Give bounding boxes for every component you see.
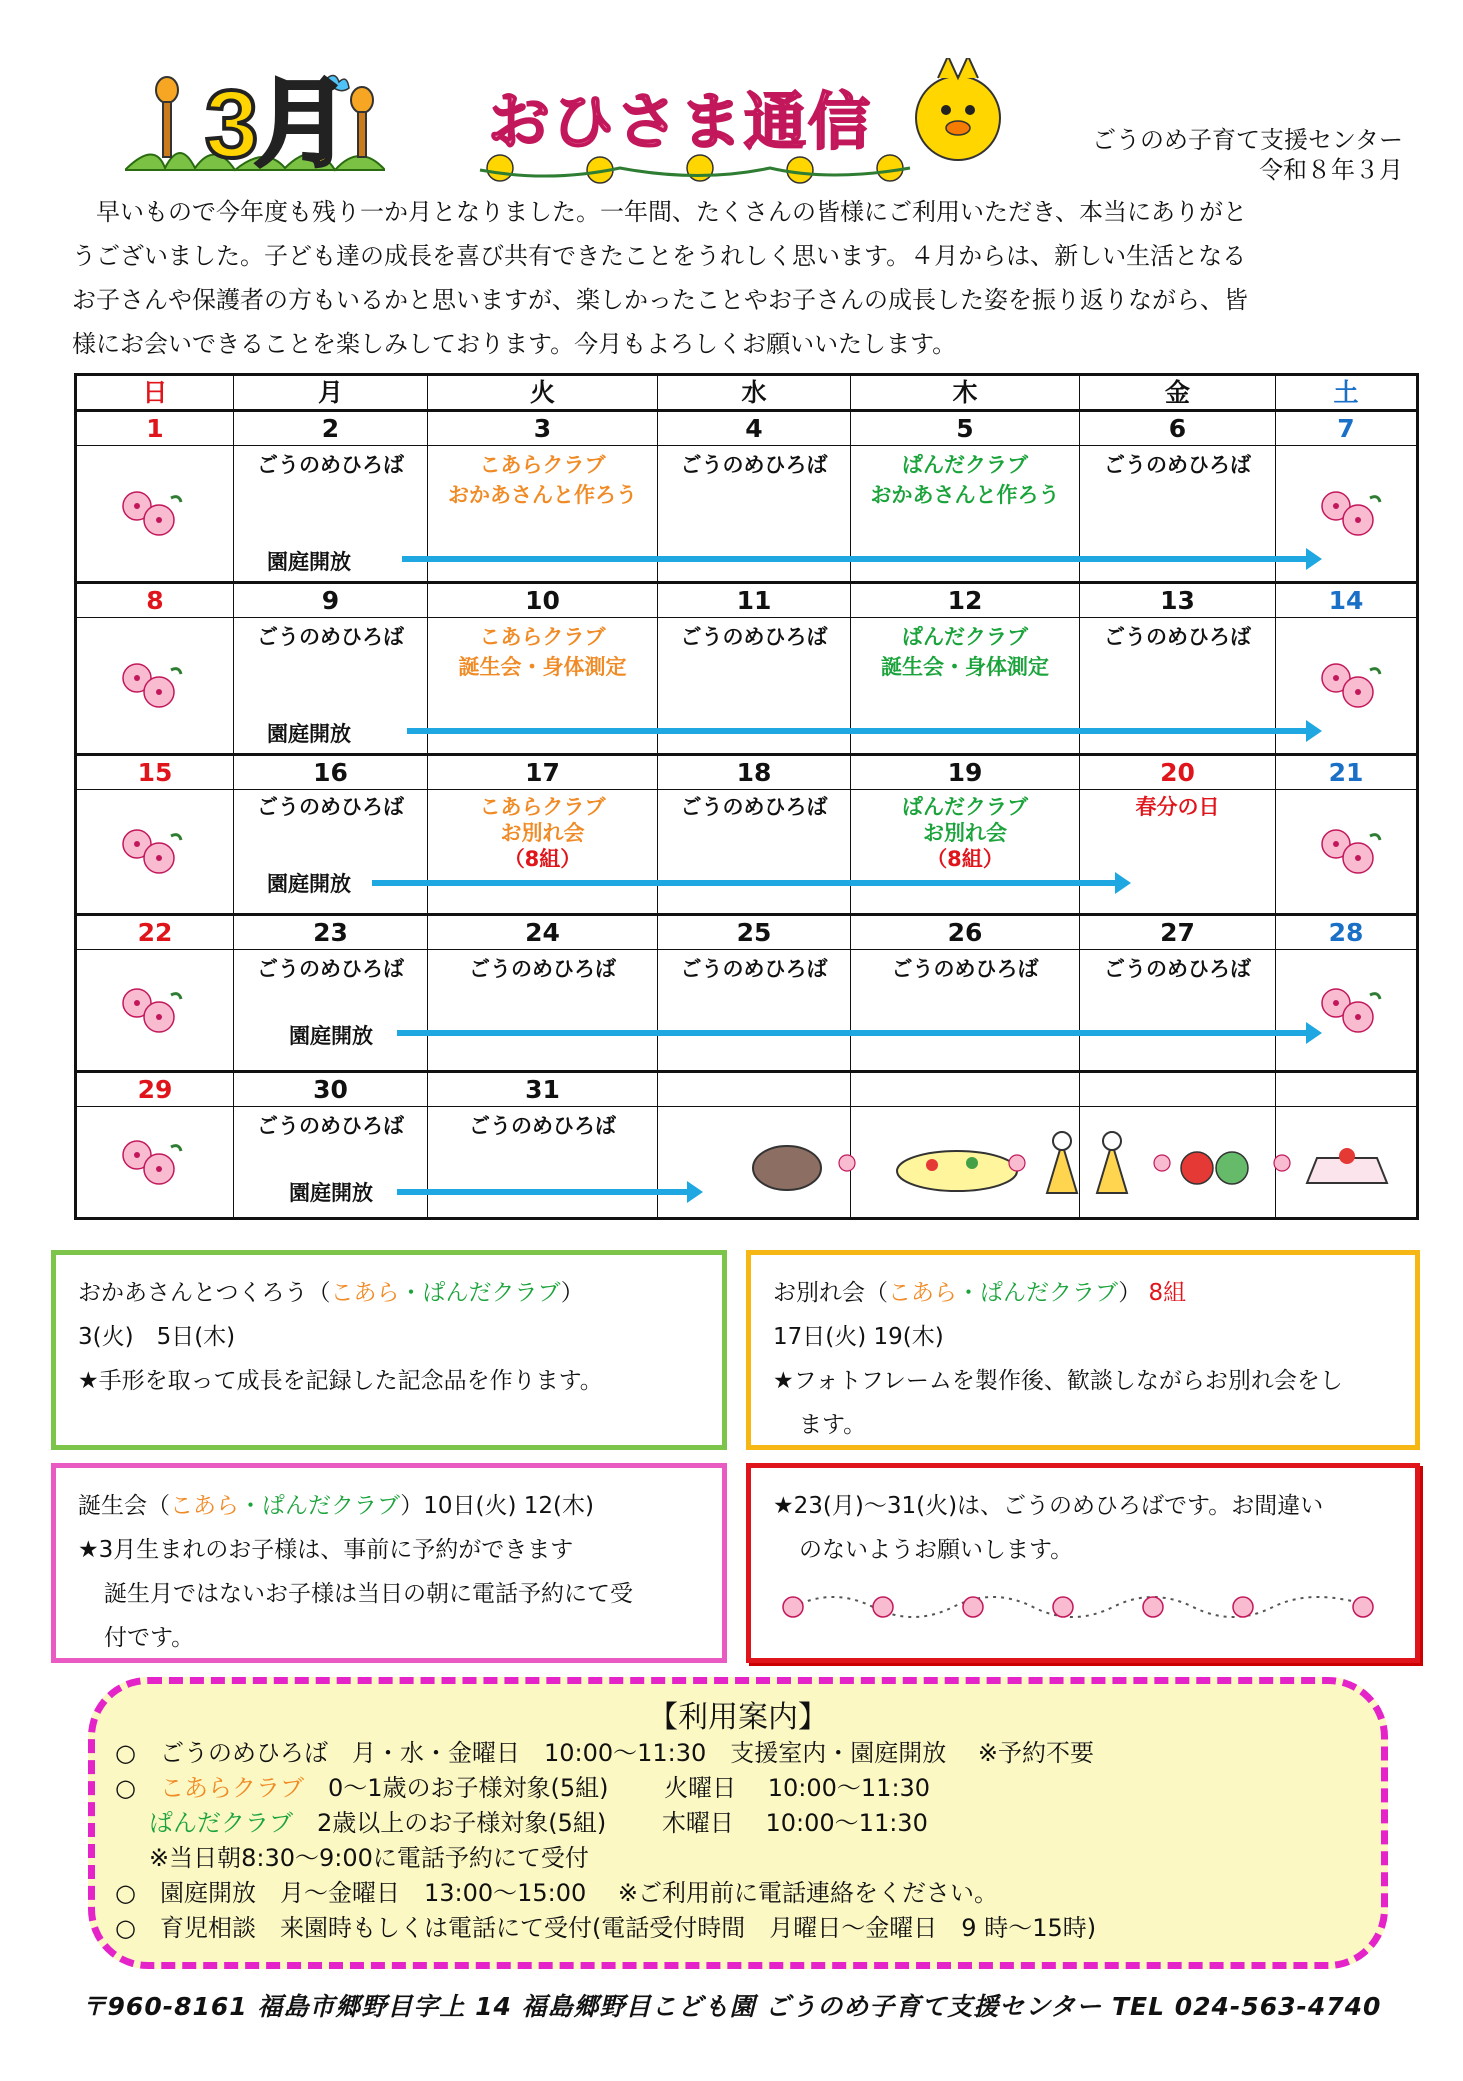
mother-craft-dates: 3(火) 5日(木): [78, 1324, 236, 1350]
garden-open-label: 園庭開放: [289, 1181, 373, 1205]
garden-open-arrow: [402, 556, 1308, 562]
date-cell: 31: [427, 1073, 657, 1106]
event-line: こあらクラブ: [479, 795, 606, 819]
birthday-title: 誕生会（こあら・ぱんだクラブ）10日(火) 12(木): [78, 1493, 594, 1519]
event-line: ごうのめひろば: [891, 957, 1039, 981]
cherry-blossom-icon: [115, 484, 187, 544]
calendar-event: [234, 794, 427, 820]
date-cell: 18: [657, 756, 850, 789]
date-cell: 3: [427, 412, 657, 445]
date-cell: [850, 1073, 1079, 1106]
event-line: 誕生会・身体測定: [881, 655, 1049, 679]
event-line: ごうのめひろば: [680, 795, 828, 819]
calendar-event: [428, 954, 657, 984]
date-cell: 7: [1275, 412, 1416, 445]
event-cell: [1275, 790, 1416, 913]
garden-open-label: 園庭開放: [267, 722, 351, 746]
event-line: ごうのめひろば: [257, 453, 404, 477]
weekday-thu: 木: [850, 376, 1079, 409]
event-line: 誕生会・身体測定: [458, 655, 627, 679]
newsletter-title: おひさま通信: [488, 85, 873, 158]
event-line: ごうのめひろば: [257, 625, 404, 649]
calendar-event: [234, 954, 427, 984]
cherry-blossom-icon: [115, 822, 187, 882]
event-line: ごうのめひろば: [680, 453, 828, 477]
cherry-blossom-icon: [115, 981, 187, 1041]
weekday-fri: 金: [1079, 376, 1275, 409]
weekday-mon: 月: [233, 376, 427, 409]
garden-open-label: 園庭開放: [267, 872, 351, 896]
event-row: [77, 617, 1416, 753]
usage-guide: [88, 1677, 1388, 1969]
flower-garland-decoration: [773, 1582, 1393, 1632]
event-line: こあらクラブ: [479, 453, 606, 477]
hinamatsuri-decoration: [717, 1123, 1417, 1203]
calendar-event: [1080, 794, 1275, 820]
calendar-event: [658, 954, 850, 984]
event-line: ごうのめひろば: [1104, 453, 1251, 477]
event-cell: [427, 1107, 657, 1217]
calendar-event: [851, 622, 1079, 682]
event-row: [77, 949, 1416, 1070]
date-cell: 8: [146, 586, 164, 615]
footer-address: 〒960-8161 福島市郷野目字上 14 福島郷野目こども園 ごうのめ子育て支援センター TEL 024-563-4740: [81, 1992, 1382, 2021]
event-line: 春分の日: [1135, 795, 1220, 819]
cherry-blossom-icon: [115, 656, 187, 716]
garden-open-arrow: [397, 1030, 1308, 1036]
event-cell: [427, 950, 657, 1070]
event-cell: [77, 446, 233, 581]
weekday-sun: 日: [142, 378, 168, 407]
date-cell: 23: [233, 916, 427, 949]
guide-line: ○ こあらクラブ 0～1歳のお子様対象(5組) 火曜日 10:00～11:30: [115, 1774, 931, 1802]
calendar-event: [658, 794, 850, 820]
event-line: ごうのめひろば: [680, 957, 828, 981]
event-cell: [1079, 790, 1275, 913]
weekday-wed: 水: [657, 376, 850, 409]
date-cell: 16: [233, 756, 427, 789]
event-cell: [850, 790, 1079, 913]
weekday-header: [77, 376, 1416, 409]
event-cell: [77, 1107, 233, 1217]
month-label: 3月: [205, 71, 347, 178]
date-cell: 12: [850, 584, 1079, 617]
event-cell: [850, 950, 1079, 1070]
event-line: こあらクラブ: [479, 625, 606, 649]
event-line: ごうのめひろば: [257, 957, 404, 981]
event-cell: [657, 950, 850, 1070]
event-line: おかあさんと作ろう: [870, 483, 1060, 507]
weekday-sat: 土: [1275, 376, 1416, 409]
calendar-event: [234, 622, 427, 652]
event-line: ごうのめひろば: [469, 1114, 616, 1138]
date-cell: 4: [657, 412, 850, 445]
date-cell: 28: [1275, 916, 1416, 949]
birthday-body-cont: 誕生月ではないお子様は当日の朝に電話予約にて受: [104, 1581, 633, 1607]
intro-line: 早いもので今年度も残り一か月となりました。一年間、たくさんの皆様にご利用いただき、本当にありがと: [72, 198, 1248, 226]
date-cell: 1: [146, 414, 164, 443]
farewell-body-cont: ます。: [799, 1412, 867, 1438]
birthday-body: ★3月生まれのお子様は、事前に予約ができます: [78, 1537, 574, 1563]
calendar-event: [658, 622, 850, 652]
farewell-box: [746, 1250, 1420, 1450]
event-line: お別れ会: [923, 821, 1007, 845]
date-cell: 17: [427, 756, 657, 789]
calendar-event: [1080, 954, 1275, 984]
cherry-blossom-icon: [1314, 981, 1386, 1041]
cherry-blossom-icon: [1314, 656, 1386, 716]
event-line: おかあさんと作ろう: [448, 483, 637, 507]
date-cell: 30: [233, 1073, 427, 1106]
intro-line: お子さんや保護者の方もいるかと思いますが、楽しかったことやお子さんの成長した姿を振り返りながら、皆: [72, 286, 1248, 314]
mother-craft-box: [51, 1250, 727, 1450]
date-row: [77, 409, 1416, 445]
event-line: ごうのめひろば: [1104, 957, 1251, 981]
farewell-title: お別れ会（こあら・ぱんだクラブ） 8組: [773, 1280, 1187, 1306]
guide-line: ○ ごうのめひろば 月・水・金曜日 10:00～11:30 支援室内・園庭開放 ※予約不要: [115, 1739, 1095, 1767]
garden-open-label: 園庭開放: [267, 550, 351, 574]
date-cell: [1275, 1073, 1416, 1106]
event-row: [77, 1106, 1416, 1217]
event-cell: [657, 790, 850, 913]
date-row: [77, 1070, 1416, 1106]
calendar-event: [1080, 622, 1275, 652]
date-cell: 2: [233, 412, 427, 445]
date-cell: 10: [427, 584, 657, 617]
date-cell: 26: [850, 916, 1079, 949]
event-line: ぱんだクラブ: [902, 453, 1028, 477]
calendar-event: [851, 450, 1079, 510]
date-row: [77, 581, 1416, 617]
event-line: ごうのめひろば: [1104, 625, 1251, 649]
cherry-blossom-icon: [1314, 822, 1386, 882]
event-row: [77, 445, 1416, 581]
date-cell: 19: [850, 756, 1079, 789]
date-cell: 27: [1079, 916, 1275, 949]
date-cell: 20: [1079, 756, 1275, 789]
event-line: ごうのめひろば: [257, 795, 404, 819]
issue-date: 令和８年３月: [1259, 156, 1403, 184]
garden-open-label: 園庭開放: [289, 1024, 373, 1048]
event-cell: [233, 950, 427, 1070]
birthday-box: [51, 1463, 727, 1663]
garden-open-arrow: [397, 1189, 689, 1195]
group-note: （8組）: [503, 847, 582, 871]
cherry-blossom-icon: [115, 1133, 187, 1193]
date-cell: 6: [1079, 412, 1275, 445]
date-cell: 14: [1275, 584, 1416, 617]
event-cell: [427, 790, 657, 913]
calendar-event: [851, 794, 1079, 872]
calendar-event: [234, 1111, 427, 1141]
date-cell: 5: [850, 412, 1079, 445]
center-name: ごうのめ子育て支援センター: [1091, 126, 1403, 154]
farewell-body: ★フォトフレームを製作後、歓談しながらお別れ会をし: [773, 1368, 1343, 1394]
event-line: ごうのめひろば: [680, 625, 828, 649]
farewell-dates: 17日(火) 19(木): [773, 1324, 944, 1350]
weekday-tue: 火: [427, 376, 657, 409]
cherry-blossom-icon: [1314, 484, 1386, 544]
calendar-event: [428, 1111, 657, 1141]
calendar-event: [428, 622, 657, 682]
date-cell: 21: [1275, 756, 1416, 789]
date-cell: 25: [657, 916, 850, 949]
event-line: ごうのめひろば: [469, 957, 616, 981]
garden-open-arrow: [372, 880, 1117, 886]
calendar-event: [851, 954, 1079, 984]
calendar-event: [1080, 450, 1275, 480]
event-cell: [1275, 950, 1416, 1070]
date-cell: 15: [137, 758, 173, 787]
guide-line: ○ 園庭開放 月～金曜日 13:00～15:00 ※ご利用前に電話連絡をください。: [115, 1879, 999, 1907]
calendar-event: [428, 450, 657, 510]
date-cell: 29: [137, 1075, 173, 1104]
date-cell: 11: [657, 584, 850, 617]
event-cell: [77, 950, 233, 1070]
calendar-event: [234, 450, 427, 480]
guide-line: ○ 育児相談 来園時もしくは電話にて受付(電話受付時間 月曜日～金曜日 9 時～15時): [115, 1914, 1097, 1942]
date-cell: 22: [137, 918, 173, 947]
date-row: [77, 753, 1416, 789]
date-cell: 13: [1079, 584, 1275, 617]
intro-line: うございました。子ども達の成長を喜び共有できたことをうれしく思います。４月からは、新しい生活となる: [72, 242, 1247, 270]
event-line: お別れ会: [500, 821, 585, 845]
group-note: （8組）: [926, 847, 1004, 871]
guide-title: 【利用案内】: [648, 1700, 828, 1735]
date-cell: [1079, 1073, 1275, 1106]
garden-open-arrow: [407, 728, 1308, 734]
event-cell: [1079, 950, 1275, 1070]
date-cell: 24: [427, 916, 657, 949]
calendar-event: [658, 450, 850, 480]
event-row: [77, 789, 1416, 913]
event-line: ぱんだクラブ: [902, 625, 1028, 649]
event-cell: [77, 618, 233, 753]
calendar: [74, 373, 1419, 1220]
event-line: ぱんだクラブ: [902, 795, 1028, 819]
date-cell: 9: [233, 584, 427, 617]
guide-line: ※当日朝8:30～9:00に電話予約にて受付: [149, 1844, 589, 1872]
date-row: [77, 913, 1416, 949]
notice-box: [746, 1463, 1420, 1663]
birthday-body-cont: 付です。: [104, 1625, 195, 1651]
notice-body: ★23(月)～31(火)は、ごうのめひろばです。お間違い: [773, 1493, 1324, 1519]
date-cell: [657, 1073, 850, 1106]
intro-paragraph: [72, 190, 1372, 366]
calendar-event: [428, 794, 657, 872]
guide-line: ぱんだクラブ 2歳以上のお子様対象(5組) 木曜日 10:00～11:30: [149, 1809, 928, 1837]
event-line: ごうのめひろば: [257, 1114, 404, 1138]
mother-craft-title: おかあさんとつくろう（こあら・ぱんだクラブ）: [78, 1280, 584, 1306]
mother-craft-body: ★手形を取って成長を記録した記念品を作ります。: [78, 1368, 603, 1394]
intro-line: 様にお会いできることを楽しみしております。今月もよろしくお願いいたします。: [72, 330, 957, 358]
event-cell: [77, 790, 233, 913]
notice-body-cont: のないようお願いします。: [799, 1537, 1074, 1563]
